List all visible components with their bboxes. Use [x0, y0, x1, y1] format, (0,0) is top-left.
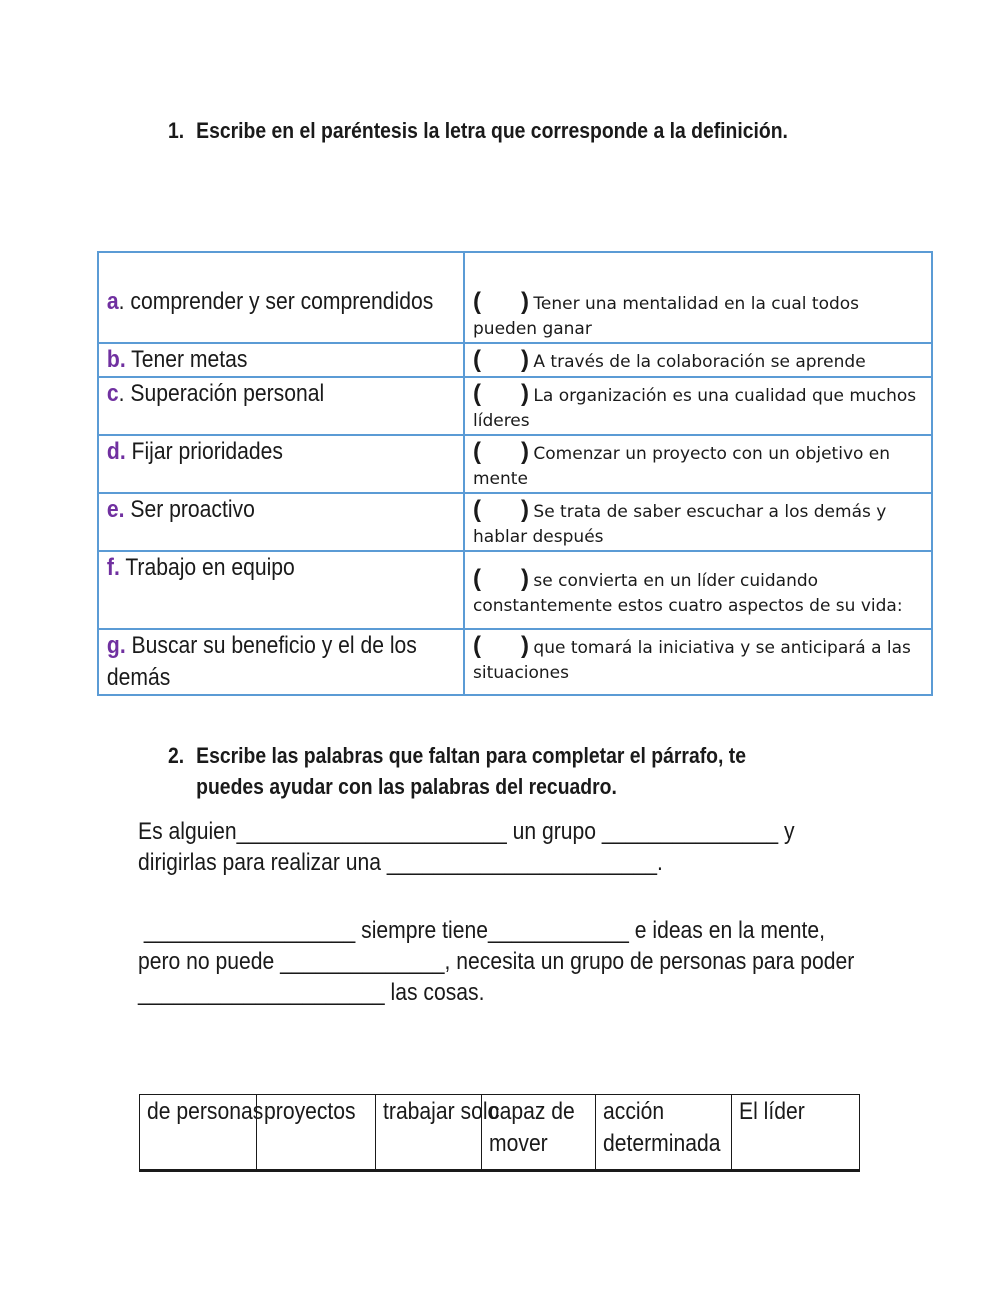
word-bank-item: proyectos: [264, 1098, 356, 1125]
letter-label: f.: [106, 554, 120, 581]
definition-cell[interactable]: [464, 493, 932, 551]
paragraph-line: Es alguien_______________________ un grupo _______________ y: [138, 818, 795, 845]
word-bank-item: capaz de mover: [489, 1098, 575, 1157]
concept-text: Fijar prioridades: [125, 438, 283, 465]
definition-text: A través de la colaboración se aprende: [528, 352, 866, 372]
paragraph-line: pero no puede ______________, necesita un grupo de personas para poder: [138, 948, 855, 975]
answer-parentheses[interactable]: ( ): [473, 288, 529, 315]
concept-cell: [98, 629, 464, 695]
concept-text: comprender y ser comprendidos: [124, 288, 434, 315]
concept-text: Ser proactivo: [124, 496, 255, 523]
word-bank-cell: [376, 1095, 500, 1171]
paragraph-line: dirigirlas para realizar una _______________________.: [138, 849, 663, 876]
question-instruction-line2: puedes ayudar con las palabras del recuadro.: [196, 774, 617, 799]
concept-text: Superación personal: [124, 380, 325, 407]
definition-text: Se trata de saber escuchar a los demás y hablar después: [473, 502, 887, 547]
word-bank-cell: [257, 1095, 376, 1171]
letter-suffix: .: [118, 380, 125, 407]
table-row: [98, 343, 932, 377]
table-row: [98, 493, 932, 551]
concept-cell: [98, 377, 464, 435]
table-row: [98, 629, 932, 695]
word-bank: [139, 1094, 860, 1172]
table-row: [98, 377, 932, 435]
question-2-heading: [168, 740, 746, 802]
concept-cell: [98, 435, 464, 493]
definition-cell[interactable]: [464, 252, 932, 343]
concept-cell: [98, 493, 464, 551]
paragraph-1[interactable]: [138, 816, 795, 878]
answer-parentheses[interactable]: ( ): [473, 380, 529, 407]
concept-text: Buscar su beneficio y el de los demás: [106, 632, 417, 691]
word-bank-item: trabajar solo: [383, 1098, 500, 1125]
answer-parentheses[interactable]: ( ): [473, 346, 529, 373]
question-instruction: Escribe en el paréntesis la letra que corresponde a la definición.: [196, 118, 788, 143]
concept-text: Tener metas: [125, 346, 248, 373]
answer-parentheses[interactable]: ( ): [473, 565, 529, 592]
letter-label: e.: [106, 496, 125, 523]
letter-label: g.: [106, 632, 126, 659]
word-bank-cell: [596, 1095, 732, 1171]
answer-parentheses[interactable]: ( ): [473, 632, 529, 659]
definition-text: Tener una mentalidad en la cual todos pueden ganar: [473, 294, 860, 339]
letter-suffix: .: [118, 288, 125, 315]
definition-cell[interactable]: [464, 377, 932, 435]
question-number: 2.: [168, 743, 185, 768]
concept-cell: [98, 551, 464, 629]
answer-parentheses[interactable]: ( ): [473, 438, 529, 465]
question-number: 1.: [168, 118, 185, 143]
table-row: [98, 435, 932, 493]
paragraph-line: _____________________ las cosas.: [138, 979, 485, 1006]
answer-parentheses[interactable]: ( ): [473, 496, 529, 523]
table-row: [98, 551, 932, 629]
letter-label: a: [106, 288, 119, 315]
definition-cell[interactable]: [464, 435, 932, 493]
concept-cell: [98, 343, 464, 377]
definition-text: Comenzar un proyecto con un objetivo en mente: [473, 444, 891, 489]
question-instruction-line1: Escribe las palabras que faltan para completar el párrafo, te: [196, 743, 746, 768]
definition-cell[interactable]: [464, 629, 932, 695]
concept-cell: [98, 252, 464, 343]
paragraph-2[interactable]: [138, 915, 854, 1008]
word-bank-item: acción determinada: [603, 1098, 721, 1157]
question-1-heading: [168, 115, 788, 146]
definition-text: se convierta en un líder cuidando constantemente estos cuatro aspectos de su vida:: [473, 571, 903, 616]
definition-text: La organización es una cualidad que muchos líderes: [473, 386, 917, 431]
table-row: [98, 252, 932, 343]
word-bank-cell: [482, 1095, 596, 1171]
definition-cell[interactable]: [464, 343, 932, 377]
word-bank-cell: [732, 1095, 860, 1171]
letter-label: c: [106, 380, 119, 407]
word-bank-item: El líder: [739, 1098, 805, 1125]
letter-label: b.: [106, 346, 126, 373]
letter-label: d.: [106, 438, 126, 465]
definition-text: que tomará la iniciativa y se anticipará a las situaciones: [473, 638, 911, 683]
word-bank-item: de personas: [147, 1098, 264, 1125]
matching-table: [97, 251, 933, 696]
definition-cell[interactable]: [464, 551, 932, 629]
paragraph-line: __________________ siempre tiene____________ e ideas en la mente,: [138, 917, 825, 944]
word-bank-cell: [140, 1095, 264, 1171]
concept-text: Trabajo en equipo: [119, 554, 295, 581]
